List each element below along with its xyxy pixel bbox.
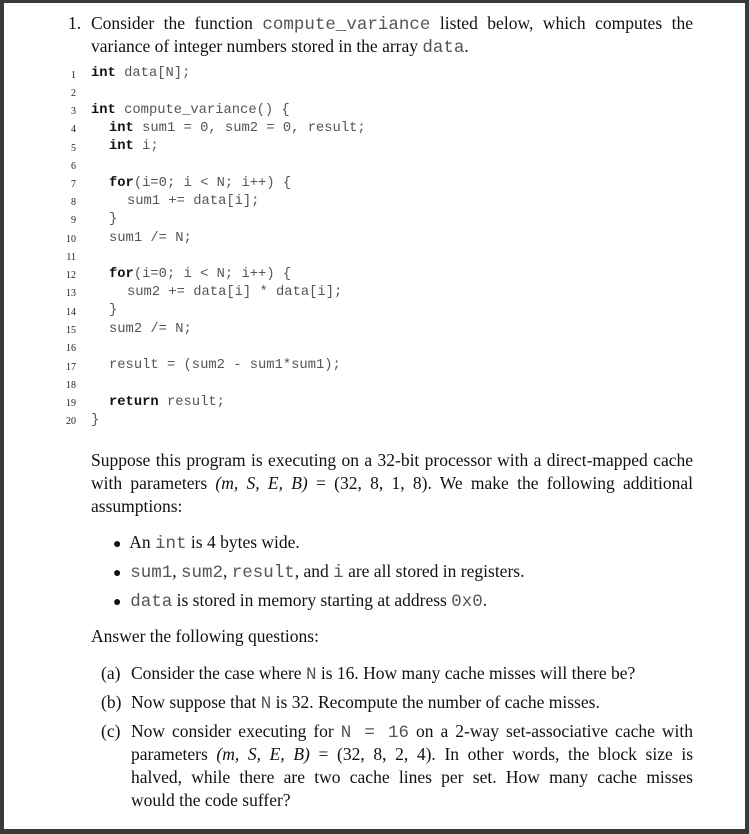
code-line: sum2 /= N; — [109, 322, 192, 337]
math-equals: = — [318, 744, 329, 764]
line-number: 8 — [71, 197, 76, 208]
code-text: result; — [158, 395, 225, 410]
intro-text: variance of integer numbers stored in the array — [91, 36, 419, 56]
bullet-text: , — [172, 561, 177, 581]
code-text: compute_variance() { — [115, 103, 290, 118]
math-values: (32, 8, 2, 4). — [337, 744, 436, 764]
bullet-code: 0x0 — [451, 592, 483, 612]
code-keyword: for — [109, 176, 134, 191]
bullet-text: is stored in memory starting at address — [176, 590, 447, 610]
line-number: 14 — [66, 307, 76, 318]
line-number: 6 — [71, 161, 76, 172]
code-line — [91, 66, 190, 81]
code-line — [109, 176, 291, 191]
line-number: 18 — [66, 380, 76, 391]
question-code: N = 16 — [340, 723, 410, 743]
code-line: result = (sum2 - sum1*sum1); — [109, 358, 341, 373]
bullet-text: . — [482, 590, 488, 610]
line-number: 1 — [71, 70, 76, 81]
suppose-text: with parameters — [91, 473, 208, 493]
bullet-code: i — [333, 563, 344, 583]
code-line: } — [109, 303, 118, 318]
bullet-code: data — [130, 592, 173, 612]
question-code: N — [260, 694, 272, 714]
bullet-code: result — [231, 563, 295, 583]
bullet-text: , — [223, 561, 228, 581]
intro-line-1 — [91, 13, 693, 35]
math-equals: = — [316, 473, 326, 493]
code-line — [109, 139, 159, 154]
array-name: data — [422, 38, 465, 58]
line-number: 10 — [66, 234, 76, 245]
question-text: on a 2-way set-associative cache with — [416, 721, 693, 741]
question-c-line-3: halved, while there are two cache lines per set. How many cache misses — [131, 767, 693, 787]
question-c-label: (c) — [101, 721, 121, 741]
bullet-item — [113, 561, 524, 583]
code-line: sum1 += data[i]; — [127, 194, 260, 209]
math-values: (32, 8, 1, 8). — [334, 473, 432, 493]
bullet-icon: ● — [113, 566, 122, 581]
code-text: data[N]; — [115, 66, 191, 81]
bullet-text: are all stored in registers. — [348, 561, 525, 581]
code-line — [109, 121, 366, 136]
period: . — [464, 36, 469, 56]
bullet-item — [113, 590, 487, 612]
code-keyword: int — [109, 121, 134, 136]
answer-intro: Answer the following questions: — [91, 626, 319, 646]
document-page — [4, 3, 745, 829]
question-c-line-2 — [131, 744, 693, 765]
code-text: sum1 = 0, sum2 = 0, result; — [133, 121, 366, 136]
code-line: } — [109, 212, 118, 227]
code-keyword: for — [109, 267, 134, 282]
code-line — [109, 395, 225, 410]
code-keyword: int — [109, 139, 134, 154]
bullet-code: sum1 — [130, 563, 173, 583]
code-keyword: return — [109, 395, 159, 410]
code-text: (i=0; i < N; i++) { — [133, 176, 292, 191]
line-number: 9 — [71, 215, 76, 226]
suppose-line-2 — [91, 473, 693, 494]
code-keyword: int — [91, 66, 116, 81]
line-number: 19 — [66, 398, 76, 409]
line-number: 11 — [66, 252, 76, 263]
question-text: is 16. How many cache misses will there be? — [320, 663, 636, 683]
bullet-item — [113, 532, 300, 554]
code-line: sum1 /= N; — [109, 231, 192, 246]
line-number: 2 — [71, 88, 76, 99]
line-number: 20 — [66, 416, 76, 427]
code-line — [109, 267, 291, 282]
question-b — [131, 692, 600, 714]
line-number: 17 — [66, 362, 76, 373]
math-params: (m, S, E, B) — [216, 744, 310, 764]
suppose-line-3: assumptions: — [91, 496, 183, 516]
code-line: } — [91, 413, 100, 428]
question-text: Consider the case where — [131, 663, 302, 683]
question-text: In other words, the block size is — [444, 744, 694, 764]
suppose-text: We make the following additional — [439, 473, 694, 493]
bullet-code: sum2 — [180, 563, 223, 583]
function-name: compute_variance — [262, 15, 431, 35]
line-number: 7 — [71, 179, 76, 190]
bullet-icon: ● — [113, 537, 122, 552]
question-a-label: (a) — [101, 663, 121, 683]
bullet-text: An — [129, 532, 151, 552]
question-text: Now consider executing for — [131, 721, 334, 741]
line-number: 13 — [66, 288, 76, 299]
line-number: 16 — [66, 343, 76, 354]
intro-text: listed below, which computes the — [439, 13, 694, 33]
math-params: (m, S, E, B) — [215, 473, 308, 493]
bullet-code: int — [155, 534, 187, 554]
bullet-icon: ● — [113, 595, 122, 610]
code-line — [91, 103, 290, 118]
code-line: sum2 += data[i] * data[i]; — [127, 285, 343, 300]
code-text: i; — [133, 139, 159, 154]
line-number: 3 — [71, 106, 76, 117]
question-text: is 32. Recompute the number of cache misses. — [275, 692, 600, 712]
intro-line-2 — [91, 36, 469, 58]
code-keyword: int — [91, 103, 116, 118]
line-number: 4 — [71, 124, 76, 135]
suppose-line-1: Suppose this program is executing on a 32-bit processor with a direct-mapped cache — [91, 450, 693, 470]
problem-number: 1. — [68, 13, 82, 33]
question-b-label: (b) — [101, 692, 122, 712]
question-text: parameters — [131, 744, 208, 764]
question-c-line-1 — [131, 721, 693, 743]
question-text: Now suppose that — [131, 692, 257, 712]
bullet-text: is 4 bytes wide. — [190, 532, 300, 552]
question-a — [131, 663, 635, 685]
question-c-line-4: would the code suffer? — [131, 790, 291, 810]
question-code: N — [305, 665, 317, 685]
line-number: 5 — [71, 143, 76, 154]
line-number: 12 — [66, 270, 76, 281]
bullet-text: , and — [294, 561, 329, 581]
line-number: 15 — [66, 325, 76, 336]
code-text: (i=0; i < N; i++) { — [133, 267, 292, 282]
intro-text: Consider the function — [91, 13, 253, 33]
